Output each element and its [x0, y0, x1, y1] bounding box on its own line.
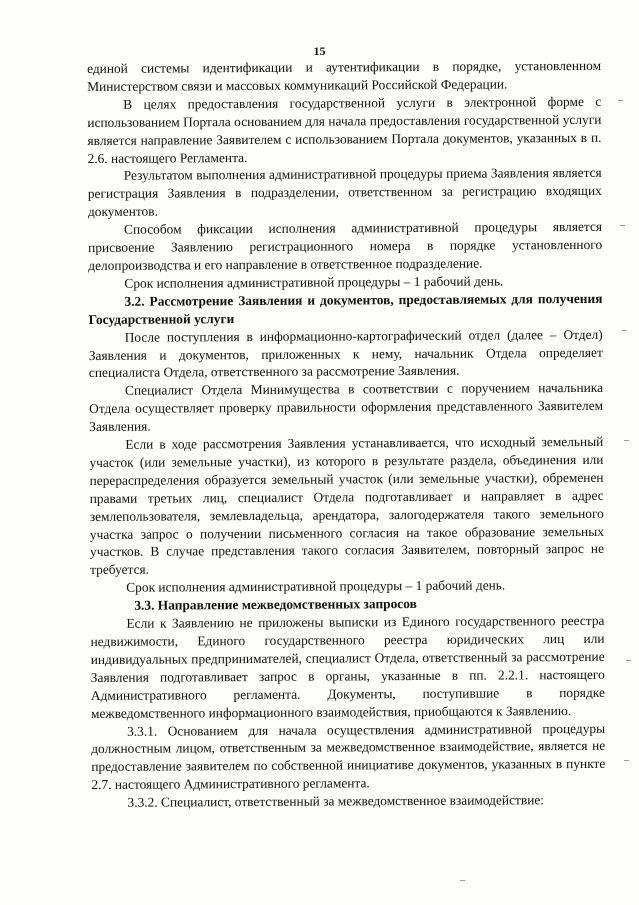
paragraph-term-2: Срок исполнения административной процедуры – 1 рабочий день. [126, 577, 506, 596]
paragraph-3-3-1: 3.3.1. Основанием для начала осуществления административной процедуры должностным лицом, ответственным за межведомственное взаимодействие, является не предоставление заявителем по собственной инициативе документов, указанных в пункте 2.7. настоящего Административного регламента. [91, 720, 606, 793]
paragraph-interagency-request: Если к Заявлению не приложены выписки из Единого государственного реестра недвижимости, Единого государственного реестра юридических лиц или индивидуальных предпринимателей, специалист Отдела, ответственный за рассмотрение Заявления подготавливает запрос в органы, указанные в пп. 2.2.1. настоящего Административного регламента. Документы, поступившие в порядке межведомственного информационного взаимодействия, приобщаются к Заявлению. [90, 612, 605, 721]
paragraph-third-party-rights: Если в ходе рассмотрения Заявления устанавливается, что исходный земельный участок (или земельные участки), из которого в результате раздела, объединения или перераспределения образуется земельный участок (или земельные участки), обременен правами третьих лиц, специалист Отдела подготавливает и направляет в адрес землепользователя, землевладельца, арендатора, залогодержателя такого земельного участка запрос о получении письменного согласия на такое образование земельных участков. В случае представления такого согласия Заявителем, повторный запрос не требуется. [89, 433, 605, 578]
document-body [87, 57, 606, 812]
scan-speck [620, 225, 625, 226]
section-heading-3-2: 3.2. Рассмотрение Заявления и документов, предоставляемых для получения Государственной услуги [88, 290, 603, 327]
scan-speck [460, 880, 465, 881]
scan-speck [624, 760, 629, 761]
paragraph-fixation: Способом фиксации исполнения административной процедуры является присвоение Заявлению регистрационного номера в порядке установленного делопроизводства и его направление в ответственное подразделение. [88, 219, 603, 273]
paragraph-portal-basis: В целях предоставления государственной услуги в электронной форме с использованием Портала основанием для начала предоставления государственной услуги является направление Заявителем с использованием Портала документов, указанных в п. 2.6. настоящего Регламента. [87, 93, 602, 166]
paragraph-result: Результатом выполнения административной процедуры приема Заявления является регистрация Заявления в подразделении, ответственном за регистрацию входящих документов. [87, 165, 602, 220]
paragraph-specialist-check: Специалист Отдела Минимущества в соответствии с поручением начальника Отдела осуществляет проверку правильности оформления представленного Заявителем Заявления. [89, 380, 604, 435]
scan-speck [622, 330, 627, 331]
scan-speck [626, 660, 631, 661]
page-number: 15 [313, 44, 326, 58]
section-heading-3-3: 3.3. Направление межведомственных запросов [134, 596, 417, 613]
scan-speck [624, 440, 629, 441]
paragraph-after-receipt: После поступления в информационно-картографический отдел (далее – Отдел) Заявления и документов, приложенных к нему, начальник Отдела определяет специалиста Отдела, ответственного за рассмотрение Заявления. [88, 326, 603, 381]
paragraph-3-3-2: 3.3.2. Специалист, ответственный за межведомственное взаимодействие: [127, 792, 545, 810]
paragraph-term-1: Срок исполнения административной процедуры – 1 рабочий день. [124, 273, 504, 291]
paragraph-continuation: единой системы идентификации и аутентификации в порядке, установленном Министерством связи и массовых коммуникаций Российской Федерации. [87, 57, 602, 94]
scan-speck [618, 100, 623, 101]
